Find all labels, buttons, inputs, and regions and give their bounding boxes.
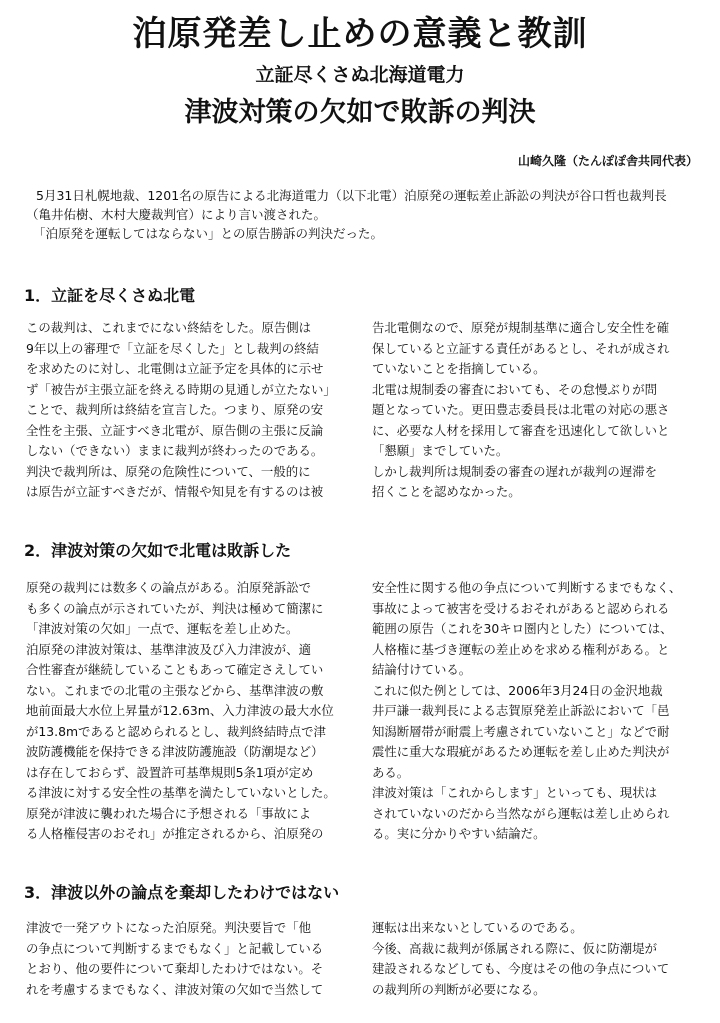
text-line: 題となっていた。更田豊志委員長は北電の対応の悪さ (372, 402, 670, 417)
text-line: る津波に対する安全性の基準を満たしていないとした。 (26, 785, 336, 800)
text-line: れを考慮するまでもなく、津波対策の欠如で当然して (26, 981, 324, 997)
text-line: 範囲の原告（これを30キロ圏内とした）については、 (372, 621, 673, 636)
text-line: 結論付けている。 (372, 662, 472, 677)
text-line: ある。 (372, 764, 410, 780)
text-line: 今後、高裁に裁判が係属される際に、仮に防潮堤が (372, 940, 657, 956)
text-line: しかし裁判所は規制委の審査の遅れが裁判の遅滞を (372, 463, 657, 479)
text-line: 泊原発の津波対策は、基準津波及び入力津波が、適 (26, 641, 311, 657)
text-line: 判決で裁判所は、原発の危険性について、一般的に (26, 463, 311, 479)
text-line: 北電は規制委の審査においても、その怠慢ぶりが問 (372, 381, 657, 397)
section-2-right-column (372, 578, 702, 845)
section-heading-2: 2．津波対策の欠如で北電は敗訴した (24, 541, 292, 560)
text-line: ていないことを指摘している。 (372, 361, 546, 376)
section-heading-1: 1．立証を尽くさぬ北電 (24, 286, 196, 305)
text-line: は存在しておらず、設置許可基準規則5条1項が定め (26, 764, 314, 780)
text-line: 告北電側なので、原発が規制基準に適合し安全性を確 (372, 320, 670, 335)
headline: 津波対策の欠如で敗訴の判決 (184, 97, 536, 128)
text-line: 合性審査が継続していることもあって確定さえしてい (26, 662, 324, 677)
text-line: 保していると立証する責任があるとし、それが成され (372, 340, 670, 356)
text-line: とおり、他の要件について棄却したわけではない。そ (26, 961, 324, 976)
text-line: ない。これまでの北電の主張などから、基準津波の敷 (26, 682, 324, 698)
text-line: 原発が津波に襲われた場合に予想される「事故によ (26, 805, 311, 821)
text-line: 安全性に関する他の争点について判断するまでもなく、 (372, 580, 682, 595)
text-line: る。実に分かりやすい結論だ。 (372, 826, 546, 841)
text-line: 津波対策は「これからします」といっても、現状は (372, 785, 657, 800)
text-line: 運転は出来ないとしているのである。 (372, 920, 583, 935)
text-line: 津波で一発アウトになった泊原発。判決要旨で「他 (26, 920, 311, 935)
text-line: 事故によって被害を受けるおそれがあると認められる (372, 600, 670, 616)
author-byline: 山崎久隆（たんぽぽ舎共同代表） (517, 154, 698, 168)
page-title: 泊原発差し止めの意義と教訓 (132, 14, 588, 54)
section-3-left-column (26, 918, 350, 1000)
text-line: を求めたのに対し、北電側は立証予定を具体的に示せ (26, 361, 324, 376)
section-1-right-column (372, 318, 702, 503)
text-line: この裁判は、これまでにない終結をした。原告側は (26, 320, 311, 335)
text-line: 井戸謙一裁判長による志賀原発差止訴訟において「邑 (372, 703, 670, 718)
text-line: されていないのだから当然ながら運転は差し止められ (372, 805, 670, 821)
text-line: しない（できない）ままに裁判が終わったのである。 (26, 443, 324, 458)
text-line: 知潟断層帯が耐震上考慮されていないこと」などで耐 (372, 723, 670, 739)
lead-line-3: 「泊原発を運転してはならない」との原告勝訴の判決だった。 (33, 226, 384, 241)
section-2-left-column (26, 578, 350, 845)
text-line: の裁判所の判断が必要になる。 (372, 981, 546, 997)
text-line: 招くことを認めなかった。 (372, 484, 521, 499)
text-line: 「懇願」までしていた。 (372, 443, 509, 458)
subtitle: 立証尽くさぬ北海道電力 (255, 64, 465, 86)
text-line: 波防護機能を保持できる津波防護施設（防潮堤など） (26, 744, 324, 759)
text-line: 建設されるなどしても、今度はその他の争点について (372, 961, 670, 976)
text-line: 全性を主張、立証すべき北電が、原告側の主張に反論 (26, 422, 324, 438)
text-line: も多くの論点が示されていたが、判決は極めて簡潔に (26, 600, 324, 616)
text-line: が13.8mであると認められるとし、裁判終結時点で津 (26, 723, 326, 739)
text-line: 原発の裁判には数多くの論点がある。泊原発訴訟で (26, 580, 311, 595)
section-heading-3: 3．津波以外の論点を棄却したわけではない (24, 883, 340, 902)
text-line: に、必要な人材を採用して審査を迅速化して欲しいと (372, 422, 670, 438)
text-line: 地前面最大水位上昇量が12.63m、入力津波の最大水位 (26, 703, 334, 718)
section-3-right-column (372, 918, 702, 1000)
text-line: 人格権に基づき運転の差止めを求める権利がある。と (372, 641, 670, 657)
section-1-left-column (26, 318, 350, 503)
text-line: 9年以上の審理で「立証を尽くした」とし裁判の終結 (26, 340, 319, 356)
text-line: の争点について判断するまでもなく」と記載している (26, 940, 324, 956)
text-line: は原告が立証すべきだが、情報や知見を有するのは被 (26, 484, 324, 499)
text-line: 震性に重大な瑕疵があるため運転を差し止めた判決が (372, 744, 670, 759)
text-line: これに似た例としては、2006年3月24日の金沢地裁 (372, 682, 663, 698)
text-line: ことで、裁判所は終結を宣言した。つまり、原発の安 (26, 402, 324, 417)
text-line: ず「被告が主張立証を終える時期の見通しが立たない」 (26, 381, 336, 397)
text-line: る人格権侵害のおそれ」が推定されるから、泊原発の (26, 826, 324, 841)
lead-line-2: （亀井佑樹、木村大慶裁判官）により言い渡された。 (26, 207, 327, 222)
lead-line-1: 5月31日札幌地裁、1201名の原告による北海道電力（以下北電）泊原発の運転差止訴訟の判決が谷口哲也裁判長 (36, 188, 667, 203)
text-line: 「津波対策の欠如」一点で、運転を差し止めた。 (26, 621, 299, 636)
